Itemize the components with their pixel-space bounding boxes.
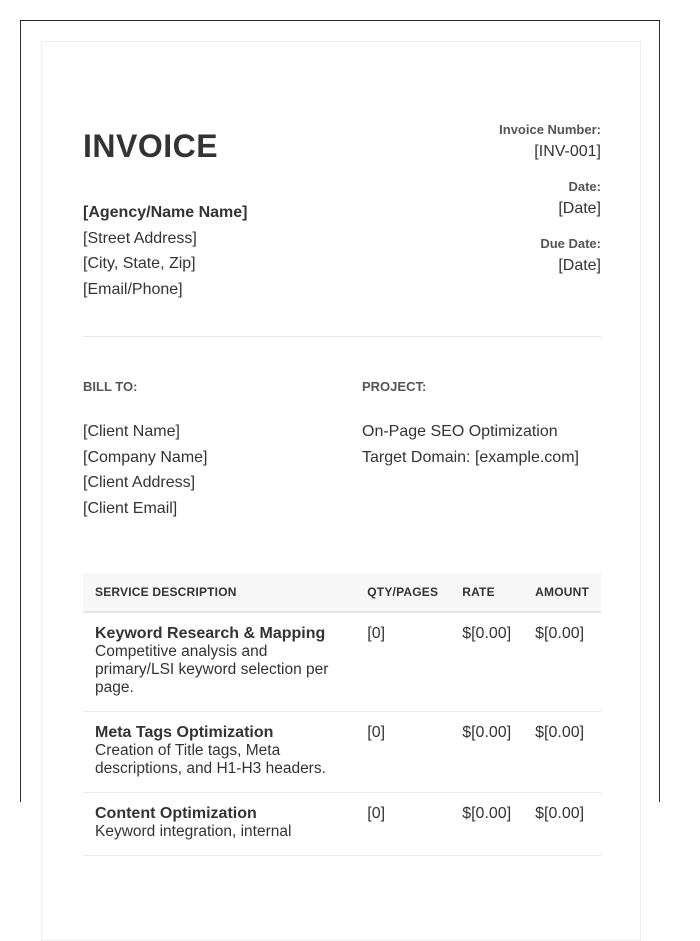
client-email: [Client Email] bbox=[83, 499, 178, 517]
amount-cell: $[0.00] bbox=[523, 793, 601, 856]
bill-to-section bbox=[83, 379, 208, 521]
due-date-value: [Date] bbox=[558, 257, 601, 274]
rate-cell: $[0.00] bbox=[450, 793, 523, 856]
bill-to-label: BILL TO: bbox=[83, 379, 138, 394]
sender-city: [City, State, Zip] bbox=[83, 255, 196, 272]
project-section bbox=[362, 379, 579, 470]
service-detail: Keyword integration, internal bbox=[95, 823, 292, 840]
sender-name: [Agency/Name Name] bbox=[83, 204, 248, 221]
invoice-sheet bbox=[41, 41, 641, 941]
service-name: Keyword Research & Mapping bbox=[95, 625, 326, 642]
project-label: PROJECT: bbox=[362, 379, 427, 394]
client-name: [Client Name] bbox=[83, 423, 180, 440]
service-name: Meta Tags Optimization bbox=[95, 724, 274, 741]
table-header-row bbox=[83, 573, 601, 612]
invoice-date-value: [Date] bbox=[558, 200, 601, 217]
project-domain: Target Domain: [example.com] bbox=[362, 448, 579, 466]
qty-cell: [0] bbox=[355, 612, 450, 712]
header-qty-pages: QTY/PAGES bbox=[355, 573, 450, 612]
invoice-date-block bbox=[499, 179, 601, 221]
service-description-cell bbox=[83, 793, 355, 856]
header-amount: AMOUNT bbox=[523, 573, 601, 612]
invoice-number-label: Invoice Number: bbox=[499, 122, 601, 137]
client-address: [Client Address] bbox=[83, 474, 196, 491]
due-date-label: Due Date: bbox=[540, 236, 601, 251]
amount-cell: $[0.00] bbox=[523, 612, 601, 712]
service-description-cell bbox=[83, 612, 355, 712]
qty-cell: [0] bbox=[355, 712, 450, 793]
table-row bbox=[83, 612, 601, 712]
invoice-number-block bbox=[499, 122, 601, 164]
qty-cell: [0] bbox=[355, 793, 450, 856]
section-divider bbox=[83, 336, 601, 337]
invoice-meta bbox=[499, 122, 601, 293]
project-name: On-Page SEO Optimization bbox=[362, 423, 558, 440]
sender-contact: [Email/Phone] bbox=[83, 280, 183, 298]
service-description-cell bbox=[83, 712, 355, 793]
service-detail: Creation of Title tags, Meta descriptions, and H1-H3 headers. bbox=[95, 742, 326, 777]
services-table bbox=[83, 573, 601, 856]
sender-street: [Street Address] bbox=[83, 229, 197, 247]
header-rate: RATE bbox=[450, 573, 523, 612]
company-name: [Company Name] bbox=[83, 448, 208, 466]
rate-cell: $[0.00] bbox=[450, 612, 523, 712]
header-service-description: SERVICE DESCRIPTION bbox=[83, 573, 355, 612]
invoice-date-label: Date: bbox=[568, 179, 601, 194]
document-viewport[interactable] bbox=[20, 20, 660, 840]
rate-cell: $[0.00] bbox=[450, 712, 523, 793]
table-row bbox=[83, 793, 601, 856]
service-detail: Competitive analysis and primary/LSI keyword selection per page. bbox=[95, 643, 329, 696]
amount-cell: $[0.00] bbox=[523, 712, 601, 793]
invoice-number-value: [INV-001] bbox=[534, 143, 601, 160]
service-name: Content Optimization bbox=[95, 805, 257, 822]
table-row bbox=[83, 712, 601, 793]
sender-info bbox=[83, 200, 248, 302]
invoice-title: INVOICE bbox=[83, 128, 219, 164]
due-date-block bbox=[499, 236, 601, 278]
